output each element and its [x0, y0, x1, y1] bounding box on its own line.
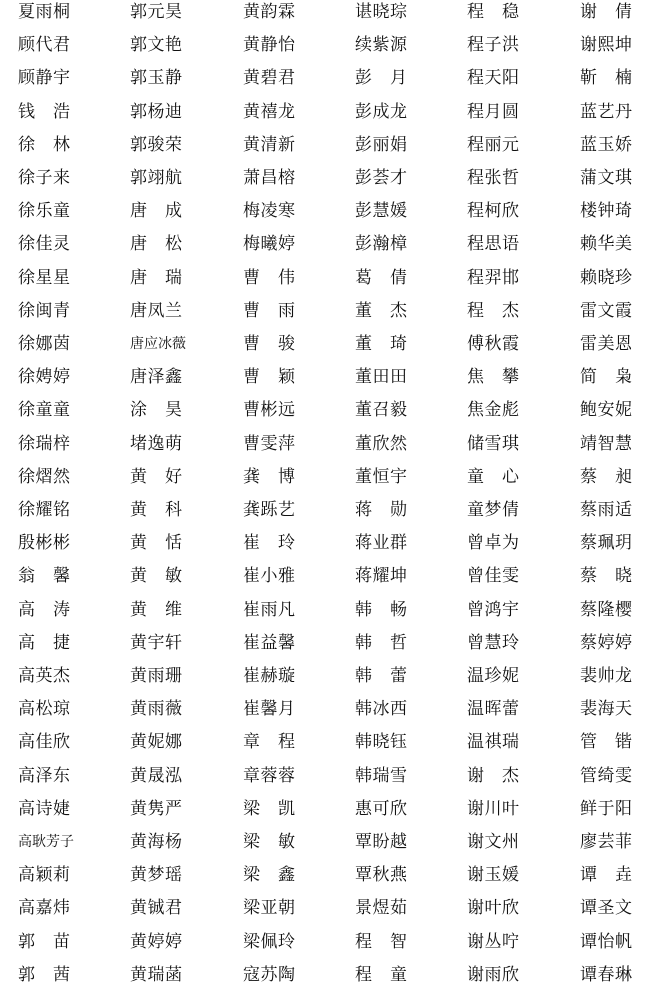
name-entry: 童 心: [467, 466, 519, 487]
name-entry: 唐 松: [130, 234, 182, 255]
name-entry: 景煜茹: [355, 898, 407, 919]
name-entry: 黄 好: [130, 466, 182, 487]
name-entry: 萧昌榕: [243, 168, 295, 188]
name-entry: 高嘉炜: [18, 898, 70, 919]
name-entry: 黄晟泓: [130, 765, 182, 786]
name-entry: 郭文艳: [130, 35, 182, 56]
name-entry: 高诗婕: [18, 798, 70, 819]
name-entry: 唐应冰薇: [130, 336, 186, 352]
name-entry: 程 童: [355, 964, 407, 985]
name-entry: 惠可欣: [355, 798, 407, 819]
name-entry: 黄清新: [243, 134, 295, 155]
name-entry: 唐凤兰: [130, 300, 182, 321]
name-entry: 翁 馨: [18, 566, 70, 587]
name-entry: 程 稳: [467, 2, 519, 22]
name-entry: 鲜于阳: [580, 798, 632, 819]
name-entry: 谢 倩: [580, 2, 632, 22]
name-entry: 钱 浩: [18, 101, 70, 122]
name-entry: 谌晓琮: [355, 2, 407, 22]
name-entry: 徐熠然: [18, 466, 70, 487]
name-entry: 温祺瑞: [467, 732, 519, 753]
name-entry: 赖晓珍: [580, 267, 632, 288]
name-entry: 管 锴: [580, 732, 632, 753]
name-entry: 蓝艺丹: [580, 101, 632, 122]
name-entry: 程子洪: [467, 35, 519, 56]
name-entry: 程张哲: [467, 168, 519, 188]
name-entry: 郭骏荣: [130, 134, 182, 155]
name-entry: 梁 凯: [243, 798, 295, 819]
name-entry: 高松琼: [18, 699, 70, 720]
name-entry: 蓝玉娇: [580, 134, 632, 155]
name-entry: 郭 茜: [18, 964, 70, 985]
name-entry: 韩 畅: [355, 599, 407, 620]
name-entry: 谢文州: [467, 832, 519, 852]
name-entry: 谢丛咛: [467, 931, 519, 952]
name-entry: 程思语: [467, 234, 519, 255]
name-entry: 徐耀铭: [18, 500, 70, 520]
name-entry: 黄 恬: [130, 533, 182, 554]
name-entry: 黄雨薇: [130, 699, 182, 720]
name-entry: 傅秋霞: [467, 334, 519, 354]
name-entry: 韩冰西: [355, 699, 407, 720]
name-entry: 顾代君: [18, 35, 70, 56]
name-entry: 程 杰: [467, 300, 519, 321]
name-entry: 韩瑞雪: [355, 765, 407, 786]
name-entry: 高 捷: [18, 632, 70, 653]
name-entry: 赖华美: [580, 234, 632, 255]
name-entry: 雷文霞: [580, 300, 632, 321]
name-entry: 谢玉媛: [467, 865, 519, 886]
name-entry: 黄禧龙: [243, 101, 295, 122]
name-entry: 覃秋燕: [355, 865, 407, 886]
name-entry: 童梦倩: [467, 500, 519, 520]
name-entry: 龚跞艺: [243, 500, 295, 520]
name-entry: 蔡 晓: [580, 566, 632, 587]
name-entry: 简 枭: [580, 367, 632, 388]
name-entry: 崔 玲: [243, 533, 295, 554]
name-entry: 黄碧君: [243, 68, 295, 89]
name-entry: 韩 蕾: [355, 666, 407, 686]
name-entry: 黄静怡: [243, 35, 295, 56]
name-entry: 温珍妮: [467, 666, 519, 686]
name-entry: 黄 科: [130, 500, 182, 520]
name-entry: 黄铖君: [130, 898, 182, 919]
name-entry: 蔡珮玥: [580, 533, 632, 554]
name-entry: 蒋业群: [355, 533, 407, 554]
name-entry: 董 琦: [355, 334, 407, 354]
name-entry: 雷美恩: [580, 334, 632, 354]
name-entry: 梁亚朝: [243, 898, 295, 919]
name-entry: 黄妮娜: [130, 732, 182, 753]
name-entry: 鲍安妮: [580, 400, 632, 421]
name-entry: 唐 瑞: [130, 267, 182, 288]
name-entry: 谢 杰: [467, 765, 519, 786]
name-entry: 唐 成: [130, 201, 182, 222]
name-entry: 彭 月: [355, 68, 407, 89]
name-entry: 董田田: [355, 367, 407, 388]
name-entry: 高泽东: [18, 765, 70, 786]
name-entry: 殷彬彬: [18, 533, 70, 554]
name-entry: 高佳欣: [18, 732, 70, 753]
name-entry: 曾卓为: [467, 533, 519, 554]
name-entry: 徐娜茵: [18, 334, 70, 354]
name-entry: 程柯欣: [467, 201, 519, 222]
name-entry: 管绮雯: [580, 765, 632, 786]
name-entry: 程羿邯: [467, 267, 519, 288]
name-entry: 谭春琳: [580, 964, 632, 985]
name-entry: 葛 倩: [355, 267, 407, 288]
name-entry: 高耿芳子: [18, 834, 74, 850]
name-entry: 曹 骏: [243, 334, 295, 354]
name-entry: 章蓉蓉: [243, 765, 295, 786]
name-entry: 唐泽鑫: [130, 367, 182, 388]
name-entry: 蔡雨适: [580, 500, 632, 520]
name-entry: 谢川叶: [467, 798, 519, 819]
name-entry: 焦 攀: [467, 367, 519, 388]
name-entry: 曹 雨: [243, 300, 295, 321]
name-entry: 崔雨凡: [243, 599, 295, 620]
name-entry: 黄韵霖: [243, 2, 295, 22]
name-entry: 彭荟才: [355, 168, 407, 188]
name-entry: 堵逸萌: [130, 433, 182, 454]
name-entry: 彭丽娟: [355, 134, 407, 155]
name-entry: 谢叶欣: [467, 898, 519, 919]
name-entry: 梅曦婷: [243, 234, 295, 255]
name-entry: 崔赫璇: [243, 666, 295, 686]
name-entry: 龚 博: [243, 466, 295, 487]
name-entry: 裴帅龙: [580, 666, 632, 686]
name-entry: 曹雯萍: [243, 433, 295, 454]
name-entry: 谭圣文: [580, 898, 632, 919]
name-entry: 徐佳灵: [18, 234, 70, 255]
name-entry: 徐瑞梓: [18, 433, 70, 454]
name-entry: 涂 昊: [130, 400, 182, 421]
name-entry: 寇苏陶: [243, 964, 295, 985]
name-entry: 裴海天: [580, 699, 632, 720]
name-entry: 梁 鑫: [243, 865, 295, 886]
name-entry: 彭瀚樟: [355, 234, 407, 255]
name-entry: 蔡婷婷: [580, 632, 632, 653]
name-entry: 董恒宇: [355, 466, 407, 487]
name-entry: 彭慧媛: [355, 201, 407, 222]
name-entry: 夏雨桐: [18, 2, 70, 22]
name-entry: 董欣然: [355, 433, 407, 454]
name-entry: 储雪琪: [467, 433, 519, 454]
name-entry: 黄瑞菡: [130, 964, 182, 985]
name-entry: 董召毅: [355, 400, 407, 421]
name-entry: 楼钟琦: [580, 201, 632, 222]
name-entry: 韩 哲: [355, 632, 407, 653]
name-entry: 崔益馨: [243, 632, 295, 653]
name-entry: 黄宇轩: [130, 632, 182, 653]
name-entry: 郭 苗: [18, 931, 70, 952]
name-entry: 蒲文琪: [580, 168, 632, 188]
name-entry: 顾静宇: [18, 68, 70, 89]
name-entry: 谭 垚: [580, 865, 632, 886]
name-entry: 徐乐童: [18, 201, 70, 222]
name-entry: 黄 维: [130, 599, 182, 620]
name-entry: 黄隽严: [130, 798, 182, 819]
name-entry: 徐童童: [18, 400, 70, 421]
name-entry: 曹彬远: [243, 400, 295, 421]
name-entry: 覃盼越: [355, 832, 407, 852]
name-entry: 徐子来: [18, 168, 70, 188]
name-entry: 梅凌寒: [243, 201, 295, 222]
name-entry: 谭怡帆: [580, 931, 632, 952]
name-entry: 章 程: [243, 732, 295, 753]
name-entry: 黄海杨: [130, 832, 182, 852]
name-entry: 郭杨迪: [130, 101, 182, 122]
name-entry: 梁佩玲: [243, 931, 295, 952]
name-entry: 程天阳: [467, 68, 519, 89]
name-entry: 曾鸿宇: [467, 599, 519, 620]
name-entry: 靖智慧: [580, 433, 632, 454]
name-entry: 靳 楠: [580, 68, 632, 89]
name-entry: 谢雨欣: [467, 964, 519, 985]
name-entry: 徐星星: [18, 267, 70, 288]
name-entry: 高 涛: [18, 599, 70, 620]
name-entry: 崔馨月: [243, 699, 295, 720]
name-entry: 郭元昊: [130, 2, 182, 22]
name-entry: 温晖蕾: [467, 699, 519, 720]
name-entry: 徐闽青: [18, 300, 70, 321]
name-entry: 焦金彪: [467, 400, 519, 421]
name-entry: 程 智: [355, 931, 407, 952]
name-entry: 徐娉婷: [18, 367, 70, 388]
name-entry: 曾佳雯: [467, 566, 519, 587]
name-entry: 曹 伟: [243, 267, 295, 288]
name-entry: 蒋耀坤: [355, 566, 407, 587]
name-entry: 程月圆: [467, 101, 519, 122]
name-entry: 彭成龙: [355, 101, 407, 122]
name-entry: 高英杰: [18, 666, 70, 686]
name-entry: 蔡 昶: [580, 466, 632, 487]
name-entry: 谢熙坤: [580, 35, 632, 56]
name-entry: 黄婷婷: [130, 931, 182, 952]
name-entry: 曾慧玲: [467, 632, 519, 653]
name-entry: 崔小雅: [243, 566, 295, 587]
name-entry: 程丽元: [467, 134, 519, 155]
name-entry: 续紫源: [355, 35, 407, 56]
name-entry: 韩晓钰: [355, 732, 407, 753]
name-entry: 郭翊航: [130, 168, 182, 188]
name-entry: 郭玉静: [130, 68, 182, 89]
name-entry: 黄 敏: [130, 566, 182, 587]
name-entry: 曹 颖: [243, 367, 295, 388]
name-entry: 高颖莉: [18, 865, 70, 886]
name-entry: 梁 敏: [243, 832, 295, 852]
name-entry: 董 杰: [355, 300, 407, 321]
name-entry: 蒋 勋: [355, 500, 407, 520]
name-entry: 黄梦瑶: [130, 865, 182, 886]
name-entry: 蔡隆樱: [580, 599, 632, 620]
name-entry: 徐 林: [18, 134, 70, 155]
name-entry: 黄雨珊: [130, 666, 182, 686]
name-entry: 廖芸菲: [580, 832, 632, 852]
